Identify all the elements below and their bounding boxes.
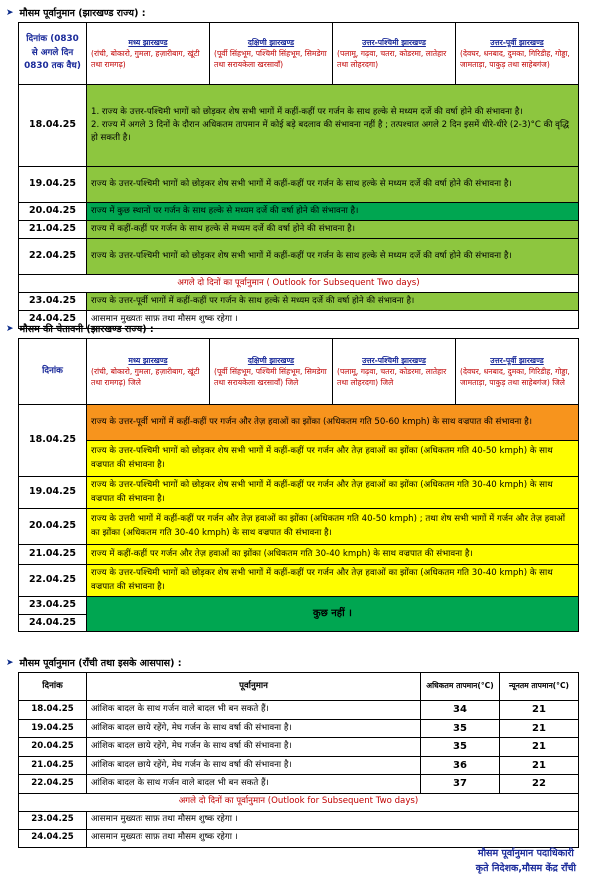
date-cell: 23.04.25 xyxy=(19,811,87,829)
forecast-cell: राज्य में कहीं-कहीं पर गर्जन के साथ हल्के से मध्यम दर्जे की वर्षा होने की संभावना है। xyxy=(87,221,579,239)
section2-title: मौसम की चेतावनी (झारखण्ड राज्य) : xyxy=(19,324,154,335)
date-cell: 22.04.25 xyxy=(19,239,87,275)
forecast-cell: आंशिक बादल छाये रहेंगे, मेघ गर्जन के साथ वर्षा की संभावना है। xyxy=(87,756,421,775)
date-cell: 24.04.25 xyxy=(19,829,87,847)
max-temp-cell: 35 xyxy=(421,719,500,738)
date-cell: 19.04.25 xyxy=(19,477,87,509)
section1-title: मौसम पूर्वानुमान (झारखण्ड राज्य) : xyxy=(19,8,146,19)
date-column-header: दिनांक (0830 से अगले दिन 0830 तक वैध) xyxy=(19,23,87,85)
min-temp-cell: 21 xyxy=(500,738,579,757)
date-cell: 23.04.25 xyxy=(19,293,87,311)
region-northeast: उत्तर-पूर्वी झारखण्ड (देवघर, धनबाद, दुमका, गिरिडीह, गोड्डा, जामताड़ा, पाकुड़ तथा साहेबगंज) xyxy=(456,23,579,85)
date-cell: 20.04.25 xyxy=(19,738,87,757)
date-cell: 18.04.25 xyxy=(19,405,87,477)
region-northwest: उत्तर-पश्चिमी झारखण्ड (पलामू, गढ़वा, चतरा, कोडरमा, लातेहार तथा लोहरदगा) जिले xyxy=(333,339,456,405)
date-cell: 22.04.25 xyxy=(19,775,87,794)
region-northeast: उत्तर-पूर्वी झारखण्ड (देवघर, धनबाद, दुमका, गिरिडीह, गोड्डा, जामताड़ा, पाकुड़ तथा साहेबगंज) जिले xyxy=(456,339,579,405)
warning-cell: राज्य के उत्तर-पश्चिमी भागों को छोड़कर शेष सभी भागों में कहीं-कहीं पर गर्जन और तेज़ हवाओं का झोंका (अधिकतम गति 30-40 kmph) के साथ वज्रपात की संभावना है। xyxy=(87,477,579,509)
signature-line-1: मौसम पूर्वानुमान पदाधिकारी xyxy=(477,848,574,859)
date-cell: 18.04.25 xyxy=(19,701,87,720)
region-central: मध्य झारखण्ड (रांची, बोकारो, गुमला, हज़ारीबाग, खूंटी तथा रामगढ़) जिले xyxy=(87,339,210,405)
outlook-label: अगले दो दिनों का पूर्वानुमान (Outlook for Subsequent Two days) xyxy=(19,793,579,811)
forecast-cell: राज्य के उत्तर-पूर्वी भागों में कहीं-कहीं पर गर्जन के साथ हल्के से मध्यम दर्जे की वर्षा होने की संभावना है। xyxy=(87,293,579,311)
min-temp-cell: 21 xyxy=(500,756,579,775)
warning-cell: राज्य के उत्तर-पूर्वी भागों में कहीं-कहीं पर गर्जन और तेज़ हवाओं का झोंका (अधिकतम गति 50-60 kmph) के साथ वज्रपात की संभावना है। xyxy=(87,405,579,441)
max-temp-cell: 36 xyxy=(421,756,500,775)
ranchi-forecast-table xyxy=(18,672,579,848)
section2-header xyxy=(6,322,154,335)
section1-header xyxy=(6,6,146,19)
forecast-cell: आसमान मुख्यतः साफ़ तथा मौसम शुष्क रहेगा । xyxy=(87,311,579,329)
max-temp-column-header: अधिकतम तापमान(°C) xyxy=(421,673,500,701)
no-warning-cell: कुछ नहीं । xyxy=(87,597,579,632)
region-south: दक्षिणी झारखण्ड (पूर्वी सिंहभूम, पश्चिमी सिंहभूम, सिमडेगा तथा सरायकेला खरसावाँ) जिले xyxy=(210,339,333,405)
warning-table xyxy=(18,338,579,632)
date-cell: 20.04.25 xyxy=(19,509,87,545)
forecast-cell: आसमान मुख्यतः साफ़ तथा मौसम शुष्क रहेगा । xyxy=(87,811,579,829)
date-cell: 21.04.25 xyxy=(19,221,87,239)
arrow-icon: ➤ xyxy=(6,323,14,334)
warning-cell: राज्य में कहीं-कहीं पर गर्जन और तेज़ हवाओं का झोंका (अधिकतम गति 30-40 kmph) के साथ वज्रपात की संभावना है। xyxy=(87,545,579,565)
forecast-cell: आंशिक बादल छाये रहेंगे, मेघ गर्जन के साथ वर्षा की संभावना है। xyxy=(87,719,421,738)
date-column-header: दिनांक xyxy=(19,339,87,405)
region-central: मध्य झारखण्ड (रांची, बोकारो, गुमला, हज़ारीबाग, खूंटी तथा रामगढ़) xyxy=(87,23,210,85)
forecast-cell: राज्य में कुछ स्थानों पर गर्जन के साथ हल्के से मध्यम दर्जे की वर्षा होने की संभावना है। xyxy=(87,203,579,221)
date-column-header: दिनांक xyxy=(19,673,87,701)
date-cell: 22.04.25 xyxy=(19,565,87,597)
forecast-cell: आंशिक बादल के साथ गर्जन वाले बादल भी बन सकते हैं। xyxy=(87,701,421,720)
date-cell: 18.04.25 xyxy=(19,85,87,167)
forecast-cell: आसमान मुख्यतः साफ़ तथा मौसम शुष्क रहेगा । xyxy=(87,829,579,847)
warning-cell: राज्य के उत्तर-पश्चिमी भागों को छोड़कर शेष सभी भागों में कहीं-कहीं पर गर्जन और तेज़ हवाओं का झोंका (अधिकतम गति 40-50 kmph) के साथ वज्रपात की संभावना है। xyxy=(87,441,579,477)
section3-title: मौसम पूर्वानुमान (राँची तथा इसके आसपास) : xyxy=(19,658,182,669)
max-temp-cell: 37 xyxy=(421,775,500,794)
date-cell: 24.04.25 xyxy=(19,614,87,632)
warning-cell: राज्य के उत्तरी भागों में कहीं-कहीं पर गर्जन और तेज़ हवाओं का झोंका (अधिकतम गति 40-50 kmph) ; तथा शेष सभी भागों में गर्जन और तेज़ हवाओं का झोंका (अधिकतम गति 30-40 kmph) के साथ वज्रपात की संभावना है। xyxy=(87,509,579,545)
date-cell: 20.04.25 xyxy=(19,203,87,221)
date-cell: 19.04.25 xyxy=(19,719,87,738)
arrow-icon: ➤ xyxy=(6,7,14,18)
min-temp-cell: 21 xyxy=(500,701,579,720)
forecast-cell: आंशिक बादल छाये रहेंगे, मेघ गर्जन के साथ वर्षा की संभावना है। xyxy=(87,738,421,757)
min-temp-cell: 22 xyxy=(500,775,579,794)
forecast-cell: राज्य के उत्तर-पश्चिमी भागों को छोड़कर शेष सभी भागों में कहीं-कहीं पर गर्जन के साथ हल्के से मध्यम दर्जे की वर्षा होने की संभावना है। xyxy=(87,167,579,203)
region-south: दक्षिणी झारखण्ड (पूर्वी सिंहभूम, पश्चिमी सिंहभूम, सिमडेगा तथा सरायकेला खरसावाँ) xyxy=(210,23,333,85)
date-cell: 19.04.25 xyxy=(19,167,87,203)
warning-cell: राज्य के उत्तर-पश्चिमी भागों को छोड़कर शेष सभी भागों में कहीं-कहीं पर गर्जन और तेज़ हवाओं का झोंका (अधिकतम गति 30-40 kmph) के साथ वज्रपात की संभावना है। xyxy=(87,565,579,597)
section3-header xyxy=(6,656,182,669)
arrow-icon: ➤ xyxy=(6,657,14,668)
date-cell: 21.04.25 xyxy=(19,545,87,565)
date-cell: 24.04.25 xyxy=(19,311,87,329)
min-temp-column-header: न्यूनतम तापमान(°C) xyxy=(500,673,579,701)
state-forecast-table xyxy=(18,22,579,329)
signature-line-2: कृते निदेशक,मौसम केंद्र राँची xyxy=(475,863,576,875)
forecast-cell: राज्य के उत्तर-पश्चिमी भागों को छोड़कर शेष सभी भागों में कहीं-कहीं पर गर्जन के साथ हल्के से मध्यम दर्जे की वर्षा होने की संभावना है। xyxy=(87,239,579,275)
date-cell: 21.04.25 xyxy=(19,756,87,775)
min-temp-cell: 21 xyxy=(500,719,579,738)
region-northwest: उत्तर-पश्चिमी झारखण्ड (पलामू, गढ़वा, चतरा, कोडरमा, लातेहार तथा लोहरदगा) xyxy=(333,23,456,85)
max-temp-cell: 34 xyxy=(421,701,500,720)
forecast-cell: 1. राज्य के उत्तर-पश्चिमी भागों को छोड़कर शेष सभी भागों में कहीं-कहीं पर गर्जन के साथ हल्के से मध्यम दर्जे की वर्षा होने की संभावना है। 2. राज्य में अगले 3 दिनों के दौरान अधिकतम तापमान में कोई बड़े बदलाव की संभावना नहीं है ; तत्पश्चात अगले 2 दिन इसमें धीरे-धीरे (2-3)°C की वृद्धि हो सकती है। xyxy=(87,85,579,167)
max-temp-cell: 35 xyxy=(421,738,500,757)
outlook-label: अगले दो दिनों का पूर्वानुमान ( Outlook for Subsequent Two days) xyxy=(19,275,579,293)
date-cell: 23.04.25 xyxy=(19,597,87,615)
forecast-column-header: पूर्वानुमान xyxy=(87,673,421,701)
signature-block xyxy=(476,846,576,876)
forecast-cell: आंशिक बादल के साथ गर्जन वाले बादल भी बन सकते हैं। xyxy=(87,775,421,794)
